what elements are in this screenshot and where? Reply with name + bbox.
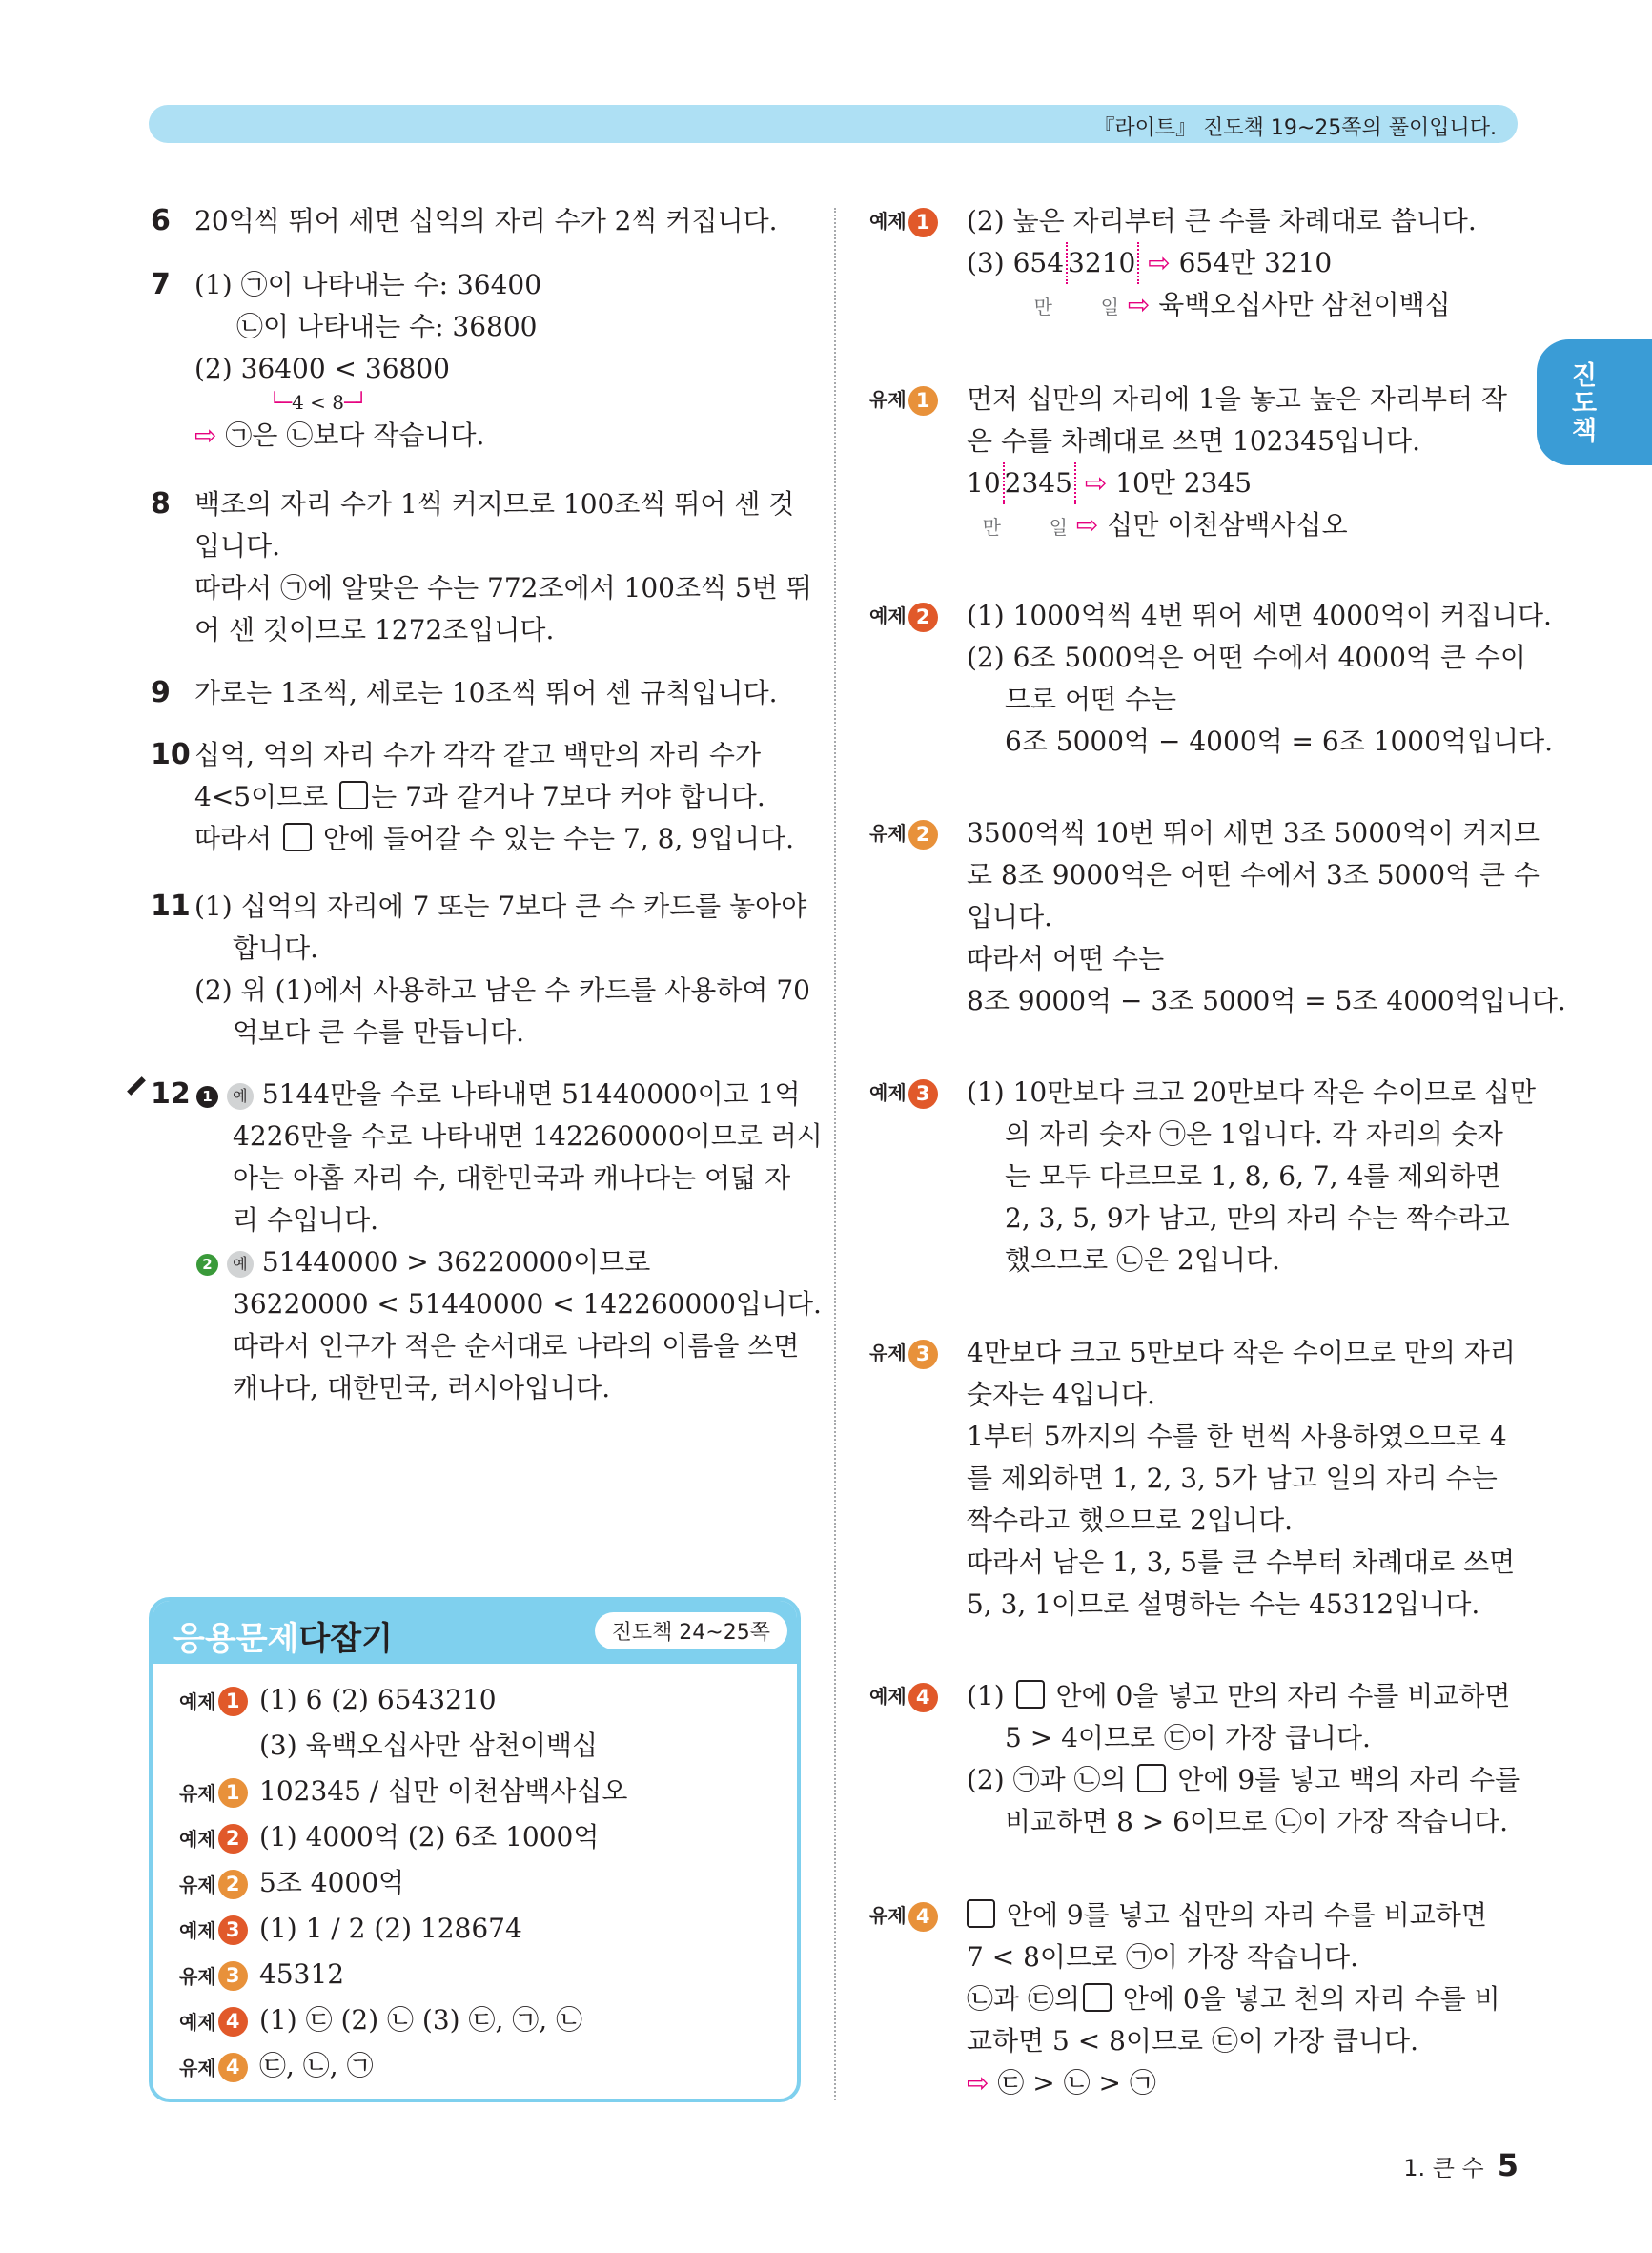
answer-row	[179, 1956, 344, 1996]
place-label: 일	[1049, 516, 1068, 539]
side-tab	[1537, 339, 1652, 465]
answer-row-label	[179, 2047, 259, 2087]
arrow-icon: ⇨	[1148, 247, 1171, 278]
q8-line: 백조의 자리 수가 1씩 커지므로 100조씩 뛰어 센 것	[194, 488, 795, 520]
chapter-label: 1. 큰 수	[1403, 2155, 1484, 2181]
answer-box-title-1: 응용문제	[173, 1620, 299, 1658]
q12-text	[196, 1074, 823, 1409]
number-circle-icon: 4	[218, 2007, 248, 2037]
answer-row	[179, 1772, 627, 1813]
answer-row-label	[179, 2001, 259, 2041]
question-number: 6	[151, 204, 171, 237]
arrow-icon: ⇨	[1084, 467, 1108, 499]
arrow-icon: ⇨	[967, 2067, 989, 2099]
answer-row	[179, 1727, 598, 1765]
q11-line: (1) 십억의 자리에 7 또는 7보다 큰 수 카드를 놓아야	[194, 891, 807, 922]
yu3-text	[967, 1332, 1516, 1626]
practice-label	[869, 1338, 938, 1369]
ex3-text	[967, 1072, 1536, 1281]
q8-text	[194, 483, 812, 651]
answer-text: (1) 4000억 (2) 6조 1000억	[259, 1821, 600, 1853]
yu4-line: 안에 9를 넣고 십만의 자리 수를 비교하면	[1006, 1899, 1487, 1931]
answer-text: 45312	[259, 1958, 345, 1990]
page-number: 5	[1497, 2147, 1519, 2183]
yu3-line: 를 제외하면 1, 2, 3, 5가 남고 일의 자리 수는	[967, 1463, 1498, 1494]
ex4-line: (2) ㉠과 ㉡의	[967, 1764, 1127, 1795]
number-circle-icon: 3	[218, 1915, 248, 1945]
yu2-line: 로 8조 9000억은 어떤 수에서 3조 5000억 큰 수	[967, 859, 1540, 891]
yu4-line: ㉢ > ㉡ > ㉠	[997, 2067, 1156, 2099]
q11-text	[194, 886, 810, 1054]
step-2-icon: 2	[196, 1254, 218, 1276]
answer-row-label	[179, 1818, 259, 1858]
ex2-line: (2) 6조 5000억은 어떤 수에서 4000억 큰 수이	[967, 642, 1526, 673]
label-kind: 예제	[869, 1081, 907, 1104]
yu4-line: 7 < 8이므로 ㉠이 가장 작습니다.	[967, 1941, 1358, 1973]
number-circle-icon: 1	[218, 1778, 248, 1808]
ex3-line: (1) 10만보다 크고 20만보다 작은 수이므로 십만	[967, 1076, 1537, 1108]
label-kind: 유제	[179, 1782, 216, 1805]
label-kind: 유제	[179, 1965, 216, 1988]
label-kind: 예제	[179, 1828, 216, 1851]
number-circle-icon: 4	[908, 1683, 938, 1712]
number-circle-icon: 2	[218, 1870, 248, 1899]
question-number: 11	[151, 890, 191, 923]
q8-line: 따라서 ㉠에 알맞은 수는 772조에서 100조씩 5번 뛰	[194, 572, 812, 604]
answer-box-title	[173, 1612, 393, 1659]
yu4-text	[967, 1895, 1500, 2104]
number-circle-icon: 3	[908, 1079, 938, 1109]
q7-note-text: 4 < 8	[292, 391, 345, 414]
answer-text: (3) 육백오십사만 삼천이백십	[259, 1730, 598, 1761]
yu2-line: 입니다.	[967, 901, 1053, 932]
yu2-text	[967, 812, 1566, 1022]
practice-label	[869, 384, 938, 416]
q12-line: 4226만을 수로 나타내면 142260000이므로 러시	[233, 1120, 823, 1152]
answer-text: (1) 6 (2) 6543210	[259, 1684, 497, 1715]
label-kind: 유제	[869, 1904, 907, 1927]
label-kind: 유제	[179, 2057, 216, 2079]
yu1-line: 은 수를 차례대로 쓰면 102345입니다.	[967, 425, 1420, 457]
ex1-line: (2) 높은 자리부터 큰 수를 차례대로 씁니다.	[967, 205, 1477, 236]
label-kind: 유제	[179, 1874, 216, 1896]
number-circle-icon: 2	[908, 820, 938, 850]
label-kind: 예제	[869, 210, 907, 233]
ex1-line: 654만 3210	[1178, 247, 1333, 278]
arrow-icon: ⇨	[1127, 289, 1151, 320]
q10-text	[194, 734, 794, 860]
yu4-line: 교하면 5 < 8이므로 ㉢이 가장 큽니다.	[967, 2025, 1418, 2057]
ex2-text	[967, 595, 1553, 763]
yu3-line: 4만보다 크고 5만보다 작은 수이므로 만의 자리	[967, 1337, 1516, 1368]
question-number: 7	[151, 268, 171, 301]
answer-row	[179, 1681, 497, 1721]
number-circle-icon: 1	[908, 386, 938, 416]
number-circle-icon: 1	[908, 208, 938, 237]
label-kind: 유제	[869, 822, 907, 845]
answer-row	[179, 2001, 582, 2041]
arrow-icon: ⇨	[1075, 509, 1099, 541]
ex4-line: (1)	[967, 1680, 1005, 1711]
answer-text: ㉢, ㉡, ㉠	[259, 2050, 374, 2081]
label-kind: 예제	[179, 1690, 216, 1713]
practice-label	[869, 818, 938, 850]
q7-compare-note: └─4 < 8─┘	[269, 391, 368, 414]
number-circle-icon: 4	[908, 1902, 938, 1932]
q7-line: ㉡이 나타내는 수: 36800	[236, 311, 538, 342]
example-label	[869, 206, 938, 237]
ex4-line: 비교하면 8 > 6이므로 ㉡이 가장 작습니다.	[1005, 1806, 1509, 1837]
ex1-line: 3210	[1068, 242, 1139, 284]
pencil-icon	[127, 1076, 146, 1096]
yu1-text	[967, 379, 1507, 548]
ex2-line: 6조 5000억 − 4000억 = 6조 1000억입니다.	[1005, 726, 1554, 757]
ex2-line: (1) 1000억씩 4번 뛰어 세면 4000억이 커집니다.	[967, 600, 1552, 631]
q8-line: 입니다.	[194, 530, 281, 562]
ex3-line: 2, 3, 5, 9가 남고, 만의 자리 수는 짝수라고	[1005, 1202, 1510, 1234]
example-label	[869, 1681, 938, 1712]
ex2-line: 므로 어떤 수는	[1005, 684, 1177, 715]
number-circle-icon: 2	[218, 1824, 248, 1854]
blank-box-icon	[967, 1899, 995, 1928]
q6-line: 20억씩 뛰어 세면 십억의 자리 수가 2씩 커집니다.	[194, 205, 778, 236]
ex4-text	[967, 1675, 1520, 1843]
q11-line: 합니다.	[233, 932, 319, 964]
example-label	[869, 1077, 938, 1109]
number-circle-icon: 3	[218, 1961, 248, 1991]
column-divider	[834, 208, 836, 2100]
blank-box-icon	[339, 781, 368, 809]
example-badge: 예	[227, 1251, 254, 1278]
yu3-line: 5, 3, 1이므로 설명하는 수는 45312입니다.	[967, 1588, 1480, 1620]
ex4-line: 5 > 4이므로 ㉢이 가장 큽니다.	[1005, 1722, 1371, 1753]
yu1-line: 십만 이천삼백사십오	[1107, 509, 1348, 541]
practice-label	[869, 1900, 938, 1932]
q7-line: ㉠은 ㉡보다 작습니다.	[225, 420, 485, 451]
yu3-line: 숫자는 4입니다.	[967, 1379, 1155, 1410]
yu2-line: 따라서 어떤 수는	[967, 943, 1165, 974]
answer-box-ref: 진도책 24~25쪽	[595, 1612, 787, 1649]
q7-line: (2) 36400 < 36800	[194, 353, 450, 384]
place-label: 만	[1033, 296, 1052, 318]
blank-box-icon	[1137, 1764, 1166, 1792]
label-kind: 유제	[869, 1342, 907, 1364]
ex3-line: 는 모두 다르므로 1, 8, 6, 7, 4를 제외하면	[1005, 1160, 1501, 1192]
answer-row-label	[179, 1956, 259, 1996]
yu1-line: 먼저 십만의 자리에 1을 놓고 높은 자리부터 작	[967, 383, 1507, 415]
number-circle-icon: 4	[218, 2053, 248, 2082]
number-circle-icon: 1	[218, 1687, 248, 1716]
answer-box-title-2: 다잡기	[298, 1620, 393, 1658]
q12-line: 리 수입니다.	[233, 1204, 379, 1236]
q12-line: 아는 아홉 자리 수, 대한민국과 캐나다는 여덟 자	[233, 1162, 791, 1194]
answer-text: 5조 4000억	[259, 1867, 405, 1898]
q12-line: 36220000 < 51440000 < 142260000입니다.	[233, 1288, 822, 1320]
header-text: 『라이트』 진도책 19~25쪽의 풀이입니다.	[1093, 116, 1497, 140]
q9-line: 가로는 1조씩, 세로는 10조씩 뛰어 센 규칙입니다.	[194, 677, 778, 708]
answer-summary-box	[149, 1597, 801, 2102]
answer-text: (1) ㉢ (2) ㉡ (3) ㉢, ㉠, ㉡	[259, 2004, 583, 2036]
place-label: 일	[1100, 296, 1119, 318]
answer-row-label	[179, 1864, 259, 1904]
label-kind: 예제	[869, 1685, 907, 1708]
q10-line: 4<5이므로	[194, 781, 329, 812]
page-footer	[1403, 2147, 1519, 2183]
question-number: 10	[151, 738, 191, 771]
answer-text: (1) 1 / 2 (2) 128674	[259, 1913, 522, 1944]
answer-row	[179, 1864, 404, 1904]
q12-line: 캐나다, 대한민국, 러시아입니다.	[233, 1372, 611, 1403]
q8-line: 어 센 것이므로 1272조입니다.	[194, 614, 555, 645]
example-badge: 예	[227, 1083, 254, 1110]
arrow-icon: ⇨	[194, 420, 217, 451]
answer-text: 102345 / 십만 이천삼백사십오	[259, 1775, 628, 1807]
answer-row	[179, 2047, 374, 2087]
q7-text	[194, 264, 541, 457]
side-tab-label: 진도책	[1571, 361, 1598, 446]
blank-box-icon	[1016, 1680, 1045, 1709]
yu3-line: 짝수라고 했으므로 2입니다.	[967, 1505, 1294, 1536]
number-circle-icon: 2	[908, 603, 938, 632]
yu1-line: 2345	[1005, 462, 1076, 504]
yu1-line: 10	[967, 462, 1005, 504]
place-label: 만	[982, 516, 1001, 539]
ex1-line: (3) 654	[967, 242, 1068, 284]
blank-box-icon	[283, 823, 312, 851]
example-label	[869, 601, 938, 632]
label-kind: 예제	[179, 1919, 216, 1942]
question-number: 12	[151, 1077, 191, 1111]
blank-box-icon	[1083, 1983, 1112, 2012]
label-kind: 예제	[179, 2011, 216, 2034]
question-number: 8	[151, 487, 171, 521]
label-kind: 예제	[869, 604, 907, 627]
yu3-line: 따라서 남은 1, 3, 5를 큰 수부터 차례대로 쓰면	[967, 1546, 1516, 1578]
yu1-line: 10만 2345	[1115, 467, 1253, 499]
q6-text	[194, 200, 778, 242]
label-kind: 유제	[869, 388, 907, 411]
ex4-line: 안에 9를 넣고 백의 자리 수를	[1177, 1764, 1521, 1795]
yu4-line: ㉡과 ㉢의	[967, 1983, 1080, 2015]
q10-line: 따라서	[194, 823, 273, 854]
yu4-line: 안에 0을 넣고 천의 자리 수를 비	[1122, 1983, 1500, 2015]
ex1-line: 육백오십사만 삼천이백십	[1158, 289, 1451, 320]
answer-row	[179, 1818, 599, 1858]
q7-line: (1) ㉠이 나타내는 수: 36400	[194, 269, 542, 300]
yu2-line: 3500억씩 10번 뛰어 세면 3조 5000억이 커지므	[967, 817, 1540, 849]
q12-line: 51440000 > 36220000이므로	[261, 1246, 651, 1278]
ex4-line: 안에 0을 넣고 만의 자리 수를 비교하면	[1055, 1680, 1511, 1711]
header-bar	[149, 105, 1518, 143]
answer-row-label	[179, 1772, 259, 1813]
q9-text	[194, 672, 778, 714]
answer-box-header	[153, 1601, 797, 1664]
answer-row	[179, 1910, 522, 1950]
q11-line: 억보다 큰 수를 만듭니다.	[233, 1016, 525, 1048]
q10-line: 안에 들어갈 수 있는 수는 7, 8, 9입니다.	[322, 823, 795, 854]
yu3-line: 1부터 5까지의 수를 한 번씩 사용하였으므로 4	[967, 1421, 1507, 1452]
q10-line: 십억, 억의 자리 수가 각각 같고 백만의 자리 수가	[194, 739, 762, 770]
question-number: 9	[151, 676, 171, 709]
q10-line: 는 7과 같거나 7보다 커야 합니다.	[371, 781, 765, 812]
number-circle-icon: 3	[908, 1340, 938, 1369]
q12-line: 5144만을 수로 나타내면 51440000이고 1억	[261, 1078, 801, 1110]
answer-row-label	[179, 1681, 259, 1721]
ex1-text	[967, 200, 1477, 328]
yu2-line: 8조 9000억 − 3조 5000억 = 5조 4000억입니다.	[967, 985, 1566, 1016]
step-1-icon: 1	[196, 1086, 218, 1108]
ex3-line: 했으므로 ㉡은 2입니다.	[1005, 1244, 1280, 1276]
ex3-line: 의 자리 숫자 ㉠은 1입니다. 각 자리의 숫자	[1005, 1118, 1503, 1150]
q12-line: 따라서 인구가 적은 순서대로 나라의 이름을 쓰면	[233, 1330, 800, 1362]
answer-row-label	[179, 1910, 259, 1950]
q11-line: (2) 위 (1)에서 사용하고 남은 수 카드를 사용하여 70	[194, 974, 810, 1006]
